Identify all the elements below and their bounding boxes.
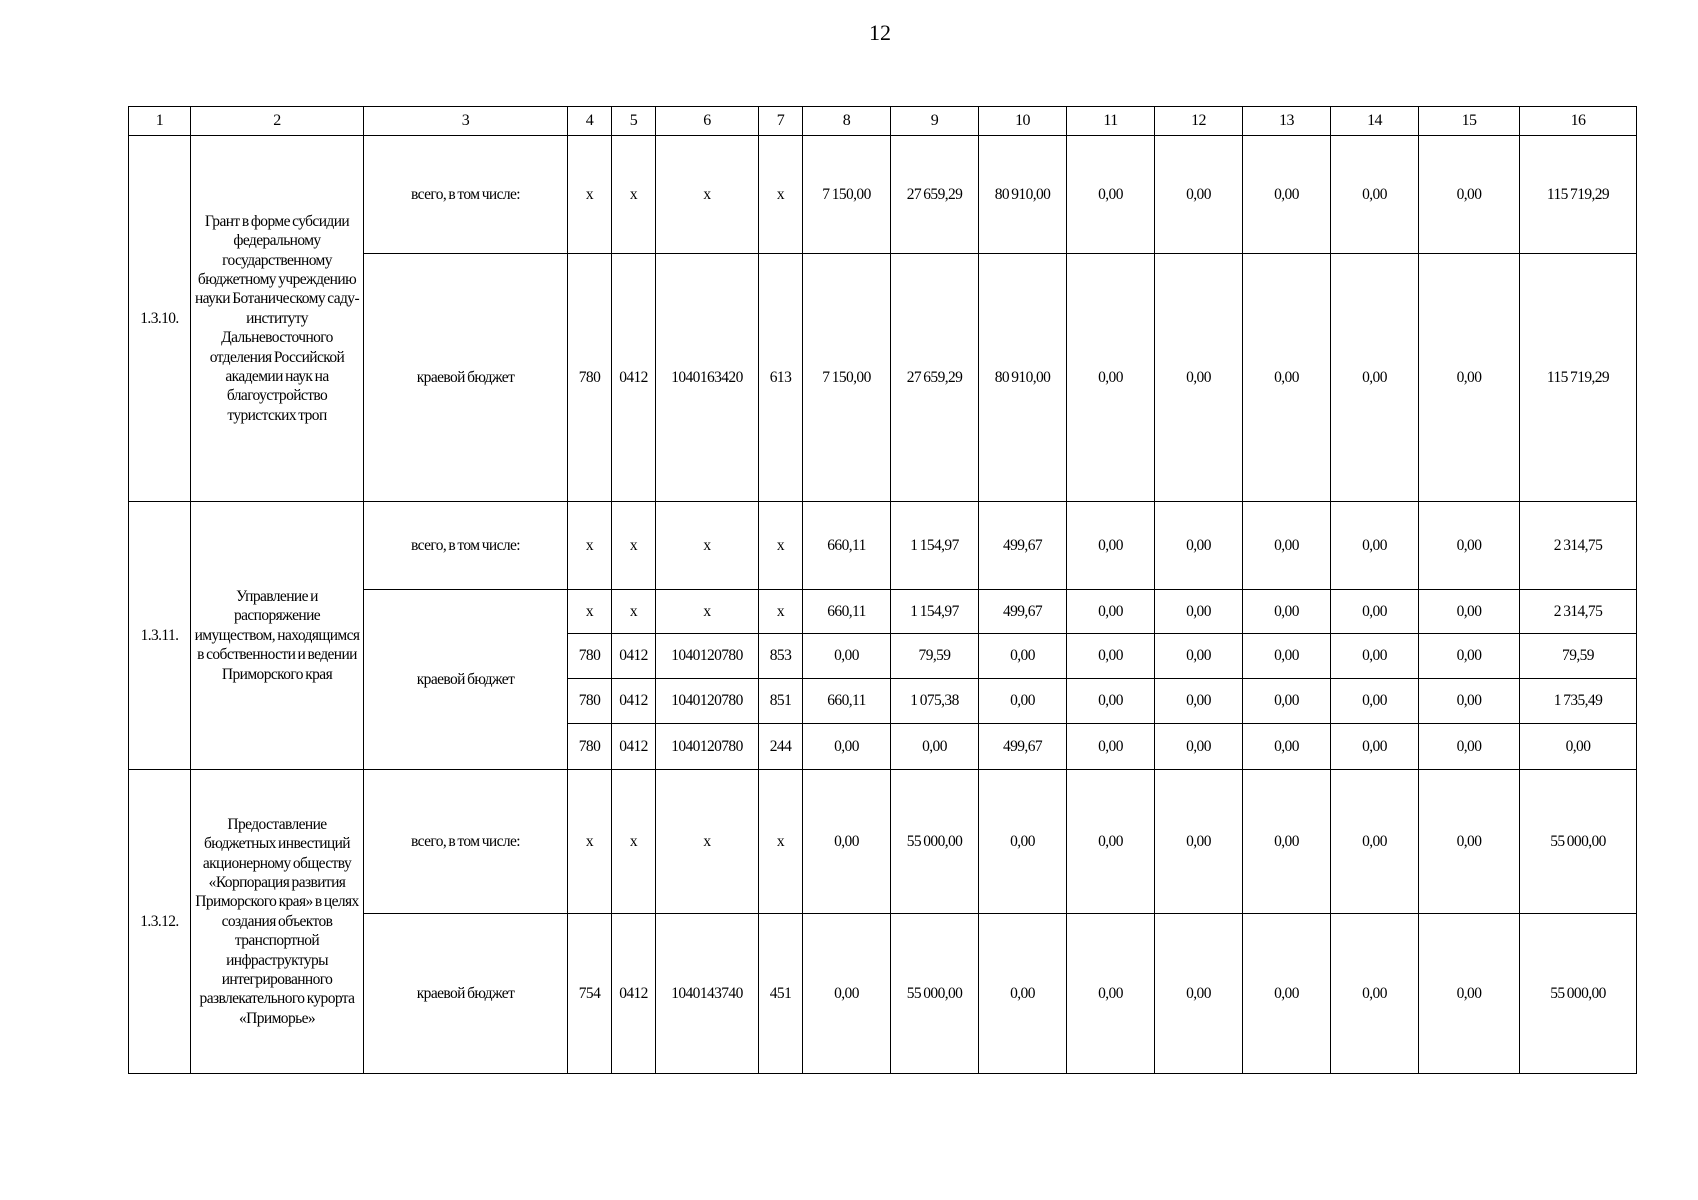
column-header: 9: [891, 107, 979, 136]
cell-rzpr: x: [612, 770, 656, 914]
cell-value: 499,67: [979, 724, 1067, 770]
table-row: [129, 770, 1637, 914]
cell-value: 0,00: [1331, 634, 1419, 679]
cell-total: 0,00: [1520, 724, 1637, 770]
cell-grbs: 780: [568, 679, 612, 724]
cell-value: 0,00: [1155, 770, 1243, 914]
column-header: 11: [1067, 107, 1155, 136]
column-header: 12: [1155, 107, 1243, 136]
cell-value: 0,00: [1419, 770, 1520, 914]
header-row: [129, 107, 1637, 136]
cell-value: 0,00: [1155, 502, 1243, 590]
funding-source: краевой бюджет: [364, 590, 568, 770]
column-header: 1: [129, 107, 191, 136]
page-number: 12: [869, 20, 891, 45]
cell-value: 1 075,38: [891, 679, 979, 724]
cell-total: 1 735,49: [1520, 679, 1637, 724]
cell-value: 0,00: [1067, 914, 1155, 1074]
cell-value: 0,00: [803, 770, 891, 914]
activity-name: Предоставление бюджетных инвестиций акционерному обществу «Корпорация развития Приморского края» в целях создания объектов транспортной инфраструктуры интегрированного развлекательного курорта «Приморье»: [191, 770, 364, 1074]
cell-value: 0,00: [1331, 502, 1419, 590]
cell-value: 660,11: [803, 502, 891, 590]
cell-value: 0,00: [1155, 254, 1243, 502]
cell-value: 0,00: [1243, 724, 1331, 770]
cell-grbs: 780: [568, 254, 612, 502]
cell-value: 0,00: [1243, 679, 1331, 724]
table-row: [129, 502, 1637, 590]
cell-value: 27 659,29: [891, 254, 979, 502]
cell-grbs: x: [568, 770, 612, 914]
cell-value: 0,00: [1243, 254, 1331, 502]
cell-total: 115 719,29: [1520, 136, 1637, 254]
budget-table: [128, 106, 1637, 1074]
cell-rzpr: 0412: [612, 634, 656, 679]
cell-value: 79,59: [891, 634, 979, 679]
cell-grbs: x: [568, 590, 612, 634]
cell-value: 0,00: [1155, 634, 1243, 679]
activity-name: Управление и распоряжение имуществом, находящимся в собственности и ведении Приморского края: [191, 502, 364, 770]
cell-rzpr: 0412: [612, 914, 656, 1074]
cell-value: 0,00: [1243, 914, 1331, 1074]
cell-vr: 851: [759, 679, 803, 724]
cell-value: 0,00: [1155, 724, 1243, 770]
cell-value: 0,00: [1419, 679, 1520, 724]
cell-value: 27 659,29: [891, 136, 979, 254]
funding-source: всего, в том числе:: [364, 502, 568, 590]
column-header: 2: [191, 107, 364, 136]
cell-value: 0,00: [1067, 770, 1155, 914]
cell-value: 660,11: [803, 590, 891, 634]
cell-value: 7 150,00: [803, 254, 891, 502]
column-header: 8: [803, 107, 891, 136]
cell-vr: x: [759, 590, 803, 634]
cell-csr: x: [656, 502, 759, 590]
cell-grbs: x: [568, 136, 612, 254]
cell-total: 115 719,29: [1520, 254, 1637, 502]
column-header: 7: [759, 107, 803, 136]
column-header: 4: [568, 107, 612, 136]
cell-value: 0,00: [1067, 590, 1155, 634]
column-header: 10: [979, 107, 1067, 136]
cell-value: 0,00: [803, 634, 891, 679]
cell-value: 0,00: [1243, 634, 1331, 679]
cell-value: 55 000,00: [891, 914, 979, 1074]
cell-value: 0,00: [979, 770, 1067, 914]
row-number: 1.3.12.: [129, 770, 191, 1074]
column-header: 13: [1243, 107, 1331, 136]
cell-value: 0,00: [979, 634, 1067, 679]
cell-value: 80 910,00: [979, 254, 1067, 502]
cell-rzpr: 0412: [612, 254, 656, 502]
cell-value: 0,00: [1155, 914, 1243, 1074]
cell-value: 80 910,00: [979, 136, 1067, 254]
cell-total: 2 314,75: [1520, 590, 1637, 634]
cell-total: 55 000,00: [1520, 770, 1637, 914]
cell-value: 0,00: [1419, 136, 1520, 254]
cell-vr: x: [759, 770, 803, 914]
cell-value: 0,00: [1331, 590, 1419, 634]
cell-value: 7 150,00: [803, 136, 891, 254]
cell-value: 0,00: [1331, 679, 1419, 724]
cell-grbs: 754: [568, 914, 612, 1074]
cell-csr: 1040120780: [656, 634, 759, 679]
cell-value: 0,00: [803, 914, 891, 1074]
cell-value: 0,00: [1243, 136, 1331, 254]
cell-value: 0,00: [979, 914, 1067, 1074]
cell-value: 499,67: [979, 502, 1067, 590]
row-number: 1.3.10.: [129, 136, 191, 502]
cell-total: 2 314,75: [1520, 502, 1637, 590]
cell-rzpr: 0412: [612, 724, 656, 770]
column-header: 3: [364, 107, 568, 136]
cell-value: 0,00: [1331, 724, 1419, 770]
cell-vr: x: [759, 502, 803, 590]
cell-value: 0,00: [1155, 590, 1243, 634]
cell-value: 0,00: [1067, 254, 1155, 502]
cell-value: 0,00: [1419, 724, 1520, 770]
cell-value: 0,00: [1419, 634, 1520, 679]
table-row: [129, 136, 1637, 254]
cell-value: 0,00: [1331, 770, 1419, 914]
cell-csr: 1040120780: [656, 679, 759, 724]
cell-value: 660,11: [803, 679, 891, 724]
cell-value: 0,00: [1243, 770, 1331, 914]
cell-value: 55 000,00: [891, 770, 979, 914]
cell-csr: x: [656, 590, 759, 634]
cell-csr: 1040143740: [656, 914, 759, 1074]
funding-source: краевой бюджет: [364, 254, 568, 502]
column-header: 6: [656, 107, 759, 136]
cell-csr: x: [656, 770, 759, 914]
cell-csr: 1040120780: [656, 724, 759, 770]
cell-value: 499,67: [979, 590, 1067, 634]
cell-value: 1 154,97: [891, 590, 979, 634]
cell-value: 0,00: [1419, 914, 1520, 1074]
cell-rzpr: x: [612, 590, 656, 634]
cell-csr: 1040163420: [656, 254, 759, 502]
cell-csr: x: [656, 136, 759, 254]
cell-value: 0,00: [803, 724, 891, 770]
cell-value: 0,00: [1067, 634, 1155, 679]
cell-value: 0,00: [1419, 502, 1520, 590]
cell-rzpr: 0412: [612, 679, 656, 724]
cell-vr: 613: [759, 254, 803, 502]
cell-rzpr: x: [612, 136, 656, 254]
cell-value: 0,00: [1243, 590, 1331, 634]
cell-value: 1 154,97: [891, 502, 979, 590]
row-number: 1.3.11.: [129, 502, 191, 770]
funding-source: краевой бюджет: [364, 914, 568, 1074]
cell-value: 0,00: [1243, 502, 1331, 590]
cell-value: 0,00: [1331, 914, 1419, 1074]
cell-total: 79,59: [1520, 634, 1637, 679]
cell-value: 0,00: [1067, 724, 1155, 770]
cell-value: 0,00: [1155, 136, 1243, 254]
cell-grbs: 780: [568, 724, 612, 770]
cell-value: 0,00: [1067, 502, 1155, 590]
column-header: 15: [1419, 107, 1520, 136]
cell-grbs: 780: [568, 634, 612, 679]
cell-value: 0,00: [979, 679, 1067, 724]
cell-vr: 451: [759, 914, 803, 1074]
cell-grbs: x: [568, 502, 612, 590]
cell-vr: x: [759, 136, 803, 254]
cell-value: 0,00: [1155, 679, 1243, 724]
cell-value: 0,00: [1331, 136, 1419, 254]
cell-vr: 244: [759, 724, 803, 770]
cell-value: 0,00: [1419, 254, 1520, 502]
funding-source: всего, в том числе:: [364, 136, 568, 254]
cell-value: 0,00: [891, 724, 979, 770]
cell-value: 0,00: [1419, 590, 1520, 634]
column-header: 5: [612, 107, 656, 136]
activity-name: Грант в форме субсидии федеральному государственному бюджетному учреждению науки Ботаническому саду-институту Дальневосточного отделения Российской академии наук на благоустройство туристских троп: [191, 136, 364, 502]
column-header: 16: [1520, 107, 1637, 136]
cell-value: 0,00: [1067, 679, 1155, 724]
cell-vr: 853: [759, 634, 803, 679]
cell-rzpr: x: [612, 502, 656, 590]
cell-value: 0,00: [1331, 254, 1419, 502]
cell-value: 0,00: [1067, 136, 1155, 254]
column-header: 14: [1331, 107, 1419, 136]
cell-total: 55 000,00: [1520, 914, 1637, 1074]
funding-source: всего, в том числе:: [364, 770, 568, 914]
